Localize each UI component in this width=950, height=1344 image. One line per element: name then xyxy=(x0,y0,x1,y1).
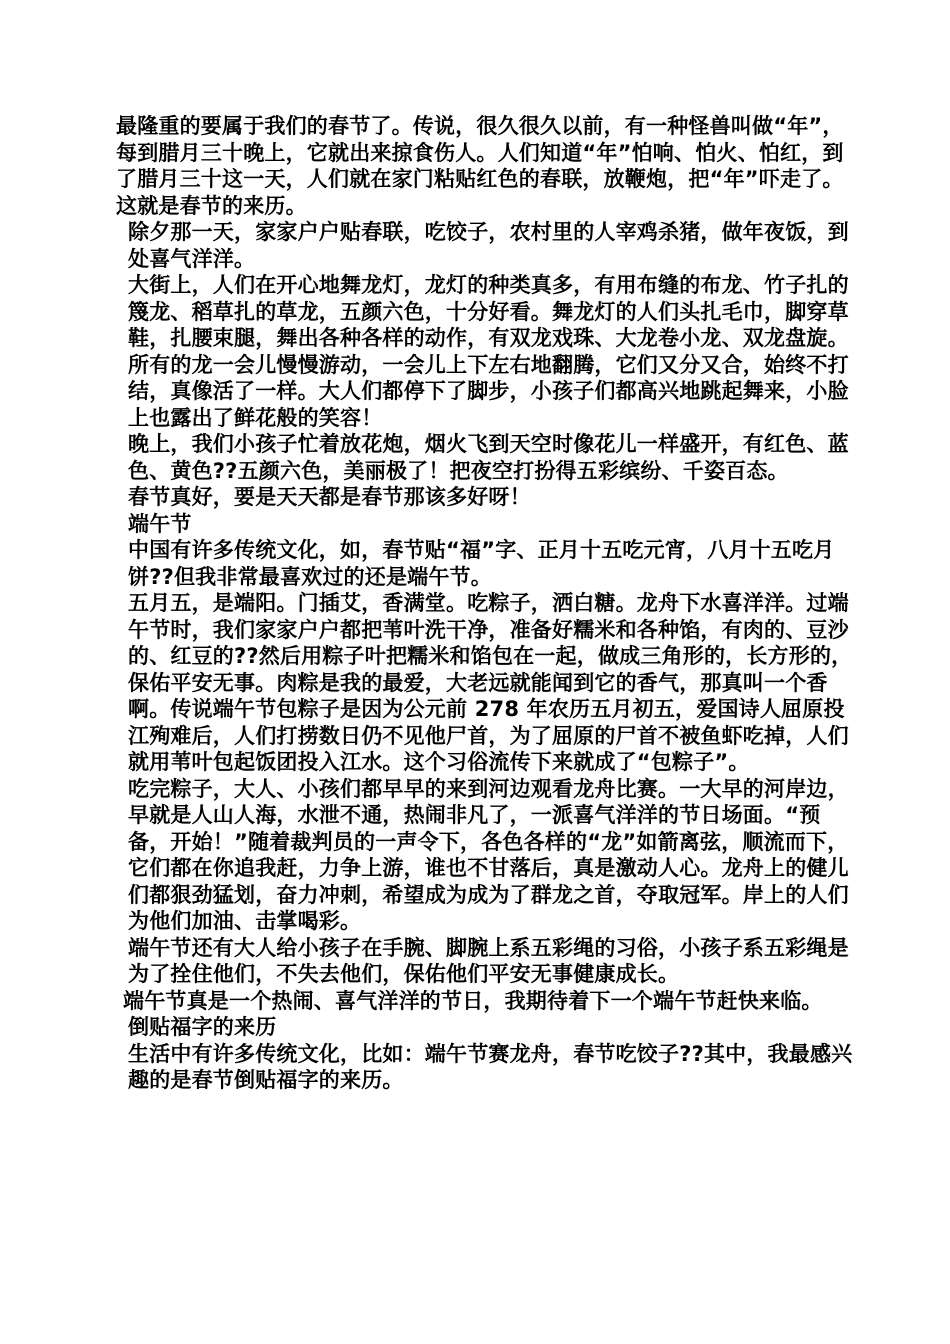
paragraph-traditional-culture: 中国有许多传统文化，如，春节贴“福”字、正月十五吃元宵，八月十五吃月饼??但我非常最喜欢过的还是端午节。 xyxy=(128,538,835,589)
paragraph-zongzi: 五月五，是端阳。门插艾，香满堂。吃粽子，洒白糖。龙舟下水喜洋洋。过端午节时，我们家家户户都把苇叶洗干净，准备好糯米和各种馅，有肉的、豆沙的、红豆的??然后用粽子叶把糯米和馅包在一起，做成三角形的，长方形的，保佑平安无事。肉粽是我的最爱，大老远就能闻到它的香气，那真叫一个香啊。传说端午节包粽子是因为公元前 278 年农历五月初五，爱国诗人屈原投江殉难后，人们打捞数日仍不见他尸首，为了屈原的尸首不被鱼虾吃掉，人们就用苇叶包起饭团投入江水。这个习俗流传下来就成了“包粽子”。 xyxy=(128,591,853,774)
paragraph-dragon-dance: 大街上，人们在开心地舞龙灯，龙灯的种类真多，有用布缝的布龙、竹子扎的篾龙、稻草扎的草龙，五颜六色，十分好看。舞龙灯的人们头扎毛巾，脚穿草鞋，扎腰束腿，舞出各种各样的动作，有双龙戏珠、大龙卷小龙、双龙盘旋。所有的龙一会儿慢慢游动，一会儿上下左右地翻腾，它们又分又合，始终不打结，真像活了一样。大人们都停下了脚步，小孩子们都高兴地跳起舞来，小脸上也露出了鲜花般的笑容！ xyxy=(128,273,849,430)
section-heading-dragon-boat: 端午节 xyxy=(128,511,192,536)
paragraph-fu-intro: 生活中有许多传统文化，比如：端午节赛龙舟，春节吃饺子??其中，我最感兴趣的是春节倒贴福字的来历。 xyxy=(128,1041,853,1092)
paragraph-spring-festival-legend: 最隆重的要属于我们的春节了。传说，很久很久以前，有一种怪兽叫做“年”，每到腊月三十晚上，它就出来掠食伤人。人们知道“年”怕响、怕火、怕红，到了腊月三十这一天，人们就在家门粘贴红色的春联，放鞭炮，把“年”吓走了。这就是春节的来历。 xyxy=(116,114,844,218)
section-heading-fu-character: 倒贴福字的来历 xyxy=(128,1015,277,1039)
paragraph-dragon-boat-race: 吃完粽子，大人、小孩们都早早的来到河边观看龙舟比赛。一大早的河岸边，早就是人山人海，水泄不通，热闹非凡了，一派喜气洋洋的节日场面。“预备，开始！”随着裁判员的一声令下，各色各样的“龙”如箭离弦，顺流而下，它们都在你追我赶，力争上游，谁也不甘落后，真是激动人心。龙舟上的健儿们都狠劲猛划，奋力冲刺，希望成为成为了群龙之首，夺取冠军。岸上的人们为他们加油、击掌喝彩。 xyxy=(128,776,849,933)
paragraph-fireworks: 晚上，我们小孩子忙着放花炮，烟火飞到天空时像花儿一样盛开，有红色、蓝色、黄色??五颜六色，美丽极了！把夜空打扮得五彩缤纷、千姿百态。 xyxy=(128,432,849,483)
document-body xyxy=(116,113,856,1094)
paragraph-dragon-boat-conclusion: 端午节真是一个热闹、喜气洋洋的节日，我期待着下一个端午节赶快来临。 xyxy=(123,988,823,1013)
paragraph-five-color-rope: 端午节还有大人给小孩子在手腕、脚腕上系五彩绳的习俗，小孩子系五彩绳是为了拴住他们，不失去他们，保佑他们平安无事健康成长。 xyxy=(128,935,849,986)
paragraph-new-years-eve: 除夕那一天，家家户户贴春联，吃饺子，农村里的人宰鸡杀猪，做年夜饭，到处喜气洋洋。 xyxy=(128,220,849,271)
paragraph-spring-festival-conclusion: 春节真好，要是天天都是春节那该多好呀！ xyxy=(128,485,531,509)
